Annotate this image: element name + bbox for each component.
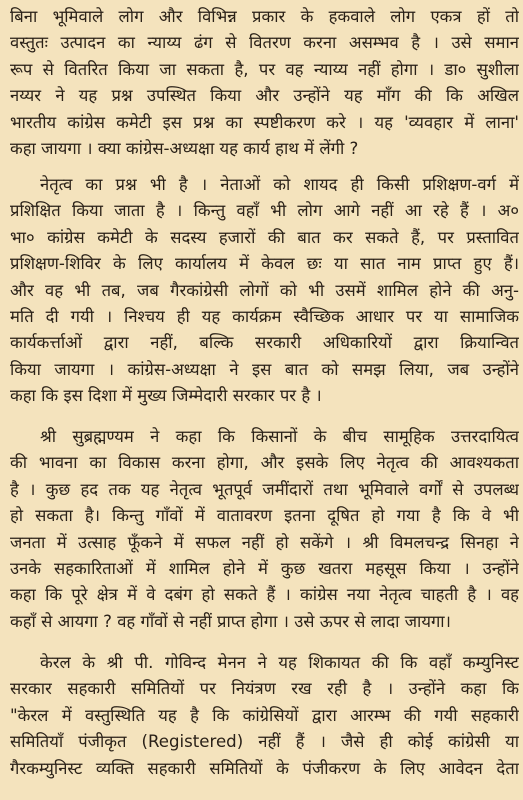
text-line: केरल के श्री पी. गोविन्द मेनन ने यह शिकायत की कि वहाँ कम्युनिस्ट	[40, 653, 519, 672]
paragraph-2	[10, 172, 519, 410]
text-line: वस्तुतः उत्पादन का न्याय्य ढंग से वितरण करना असम्भव है । उसे समान	[10, 33, 519, 53]
text-line: जनता में उत्साह फूँकने में सफल नहीं हो सकेंगे । श्री विमलचन्द्र सिनहा ने	[10, 532, 519, 552]
text-line: कहा जायगा । क्या कांग्रेस-अध्यक्षा यह कार्य हाथ में लेंगी ?	[10, 138, 359, 158]
text-line: प्रशिक्षित किया जाता है । किन्तु वहाँ भी लोग आगे नहीं आ रहे हैं । अ०	[10, 201, 519, 221]
text-line: और वह भी तब, जब गैरकांग्रेसी लोगों को भी उसमें शामिल होने की अनु-	[10, 280, 519, 300]
text-line: भारतीय कांग्रेस कमेटी इस प्रश्न का स्पष्टीकरण करे । यह 'व्यवहार में लाना'	[10, 112, 519, 132]
text-line: किया जायगा । कांग्रेस-अध्यक्षा ने इस बात को समझ लिया, जब उन्होंने	[10, 359, 519, 379]
text-line: गैरकम्युनिस्ट व्यक्ति सहकारी समितियों के पंजीकरण के लिए आवेदन देता	[10, 758, 519, 778]
text-line: कहाँ से आयगा ? वह गाँवों से नहीं प्राप्त होगा । उसे ऊपर से लादा जायगा।	[10, 611, 451, 631]
paragraph-1	[10, 4, 519, 162]
text-line: की भावना का विकास करना होगा, और इसके लिए नेतृत्व की आवश्यकता	[10, 453, 519, 473]
paragraph-4	[10, 650, 519, 782]
paragraph-3	[10, 424, 519, 635]
text-line: कहा कि इस दिशा में मुख्य जिम्मेदारी सरकार पर है ।	[10, 386, 322, 406]
text-line: उनके सहकारिताओं में शामिल होने में कुछ खतरा महसूस किया । उन्होंने	[10, 558, 519, 578]
text-line: श्री सुब्रह्मण्यम ने कहा कि किसानों के बीच सामूहिक उत्तरदायित्व	[40, 427, 519, 446]
text-line: है । कुछ हद तक यह नेतृत्व भूतपूर्व जमींदारों तथा भूमिवाले वर्गों से उपलब्ध	[10, 479, 519, 499]
text-line: भा० कांग्रेस कमेटी के सदस्य हजारों की बात कर सकते हैं, पर प्रस्तावित	[10, 227, 519, 247]
text-line: कहा कि पूरे क्षेत्र में वे दबंग हो सकते हैं । कांग्रेस नया नेतृत्व चाहती है । वह	[10, 585, 519, 605]
text-line: मति दी गयी । निश्चय ही यह कार्यक्रम स्वैच्छिक आधार पर या सामाजिक	[10, 306, 519, 326]
text-line: कार्यकर्त्ताओं द्वारा नहीं, बल्कि सरकारी अधिकारियों द्वारा क्रियान्वित	[10, 333, 519, 353]
text-line: रूप से वितरित किया जा सकता है, पर वह न्याय्य नहीं होगा । डा० सुशीला	[10, 59, 519, 79]
text-line: समितियाँ पंजीकृत (Registered) नहीं हैं । जैसे ही कोई कांग्रेसी या	[10, 732, 519, 752]
text-line: नेतृत्व का प्रश्न भी है । नेताओं को शायद ही किसी प्रशिक्षण-वर्ग में	[40, 175, 519, 194]
text-line: सरकार सहकारी समितियों पर नियंत्रण रख रही है । उन्होंने कहा कि	[10, 679, 519, 699]
text-line: प्रशिक्षण-शिविर के लिए कार्यालय में केवल छः या सात नाम प्राप्त हुए हैं।	[10, 254, 519, 274]
text-line: हो सकता है। किन्तु गाँवों में वातावरण इतना दूषित हो गया है कि वे भी	[10, 506, 519, 526]
text-line: "केरल में वस्तुस्थिति यह है कि कांग्रेसियों द्वारा आरम्भ की गयी सहकारी	[10, 705, 519, 725]
text-line: नय्यर ने यह प्रश्न उपस्थित किया और उन्होंने यह माँग की कि अखिल	[10, 86, 519, 106]
text-line: बिना भूमिवाले लोग और विभिन्न प्रकार के हकवाले लोग एकत्र हों तो	[10, 7, 519, 26]
